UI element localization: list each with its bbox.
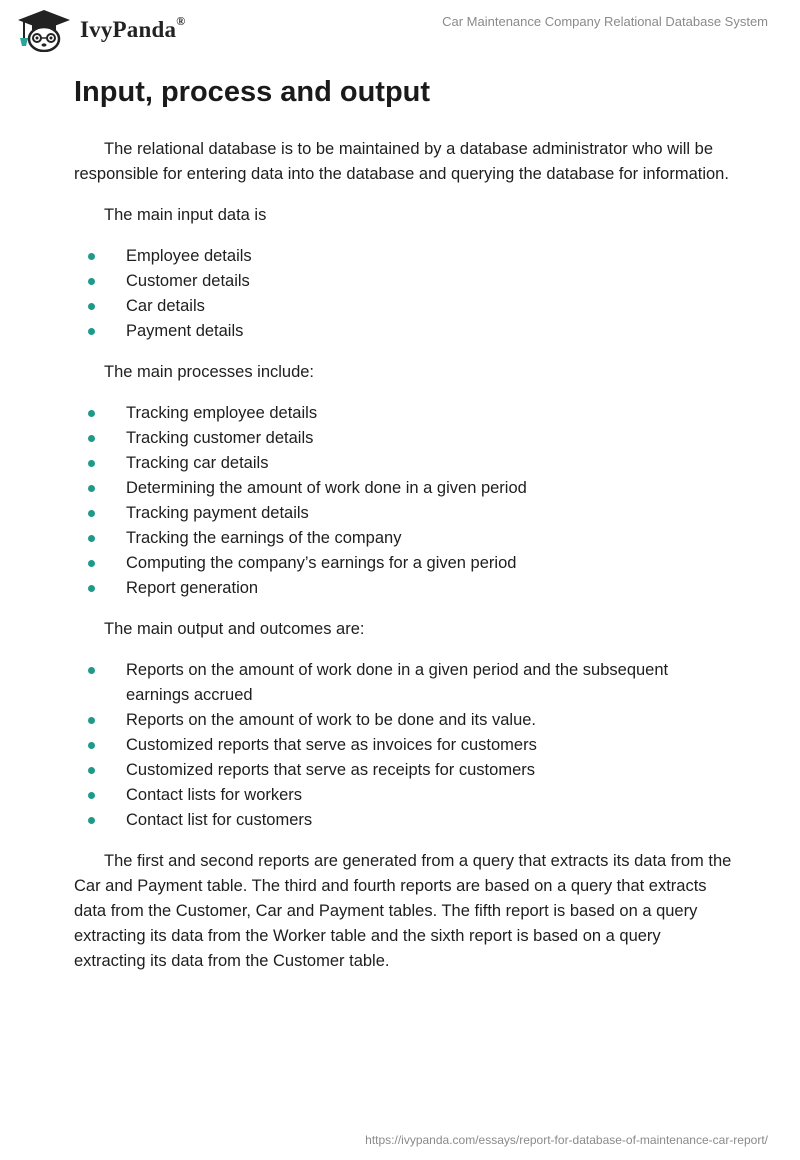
- list-item: Contact list for customers: [74, 808, 734, 833]
- list-item: Reports on the amount of work done in a given period and the subsequent earnings accrued: [74, 658, 734, 708]
- list-item: Employee details: [74, 244, 734, 269]
- ivypanda-logo[interactable]: [14, 8, 185, 52]
- bullet-icon: [88, 485, 95, 492]
- bullet-icon: [88, 535, 95, 542]
- list-item: Car details: [74, 294, 734, 319]
- bullet-icon: [88, 585, 95, 592]
- processes-lead: The main processes include:: [104, 363, 315, 381]
- list-item: Tracking employee details: [74, 401, 734, 426]
- bullet-icon: [88, 328, 95, 335]
- bullet-icon: [88, 667, 95, 674]
- brand-name: IvyPanda®: [80, 14, 186, 42]
- outputs-lead: The main output and outcomes are:: [104, 620, 365, 638]
- panda-graduate-icon: [14, 8, 74, 52]
- list-item: Contact lists for workers: [74, 783, 734, 808]
- bullet-icon: [88, 410, 95, 417]
- list-item: Customer details: [74, 269, 734, 294]
- list-item: Tracking payment details: [74, 501, 734, 526]
- bullet-icon: [88, 792, 95, 799]
- bullet-icon: [88, 278, 95, 285]
- list-item: Determining the amount of work done in a given period: [74, 476, 734, 501]
- bullet-icon: [88, 253, 95, 260]
- list-item: Computing the company’s earnings for a given period: [74, 551, 734, 576]
- list-item: Reports on the amount of work to be done and its value.: [74, 708, 734, 733]
- list-item: Report generation: [74, 576, 734, 601]
- bullet-icon: [88, 767, 95, 774]
- list-item: Customized reports that serve as receipts for customers: [74, 758, 734, 783]
- list-item: Customized reports that serve as invoices for customers: [74, 733, 734, 758]
- article-body: [74, 70, 734, 974]
- document-title: Car Maintenance Company Relational Database System: [442, 14, 768, 29]
- bullet-icon: [88, 460, 95, 467]
- list-item: Tracking car details: [74, 451, 734, 476]
- outputs-list: [74, 658, 734, 833]
- bullet-icon: [88, 435, 95, 442]
- list-item: Payment details: [74, 319, 734, 344]
- bullet-icon: [88, 742, 95, 749]
- bullet-icon: [88, 510, 95, 517]
- list-item: Tracking the earnings of the company: [74, 526, 734, 551]
- bullet-icon: [88, 717, 95, 724]
- section-heading: Input, process and output: [74, 76, 431, 108]
- page-header: [0, 0, 800, 64]
- bullet-icon: [88, 817, 95, 824]
- inputs-lead: The main input data is: [104, 206, 267, 224]
- list-item: Tracking customer details: [74, 426, 734, 451]
- source-url[interactable]: https://ivypanda.com/essays/report-for-database-of-maintenance-car-report/: [365, 1133, 768, 1147]
- processes-list: [74, 401, 734, 601]
- bullet-icon: [88, 303, 95, 310]
- bullet-icon: [88, 560, 95, 567]
- closing-paragraph: The first and second reports are generated from a query that extracts its data from the Car and Payment table. The third and fourth reports are based on a query that extracts data from the Customer, Car and Payment tables. The fifth report is based on a query extracting its data from the Worker table and the sixth report is based on a query extracting its data from the Customer table.: [74, 852, 732, 970]
- inputs-list: [74, 244, 734, 344]
- intro-paragraph: The relational database is to be maintained by a database administrator who will be responsible for entering data into the database and querying the database for information.: [74, 140, 729, 183]
